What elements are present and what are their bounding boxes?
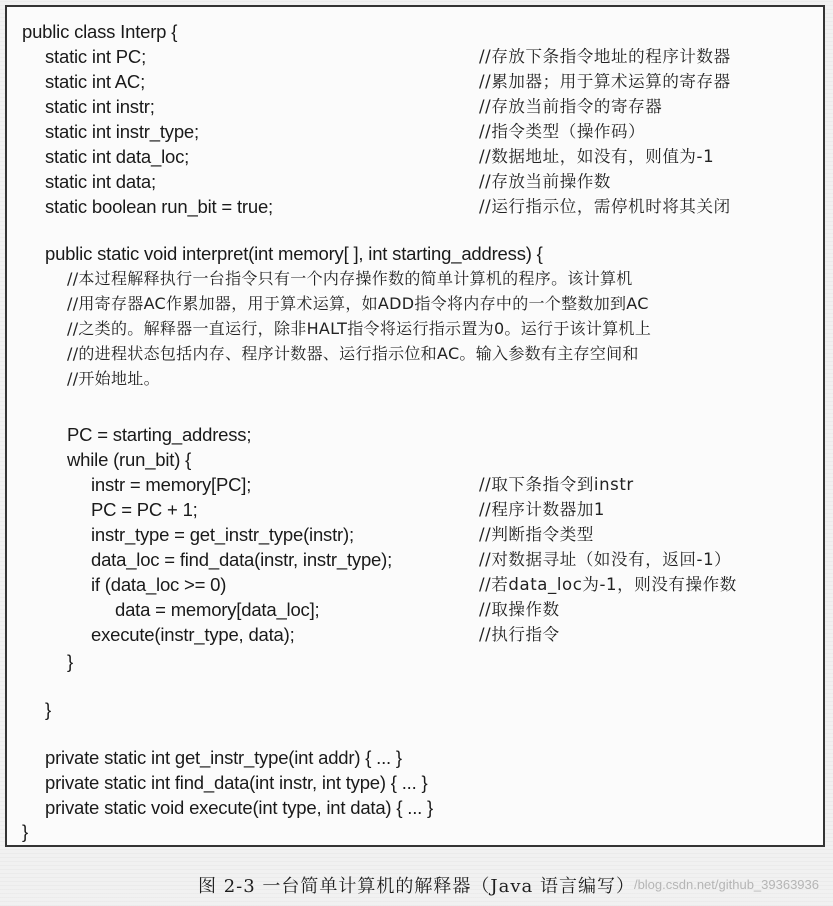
code-line: data = memory[data_loc]; bbox=[115, 599, 320, 620]
code-line: static int data_loc; bbox=[45, 146, 190, 167]
code-comment: //存放下条指令地址的程序计数器 bbox=[479, 47, 731, 66]
code-comment: //运行指示位，需停机时将其关闭 bbox=[479, 197, 731, 216]
code-comment: //累加器；用于算术运算的寄存器 bbox=[479, 72, 731, 91]
code-comment: //若data_loc为-1，则没有操作数 bbox=[479, 575, 737, 594]
code-line: PC = PC + 1; bbox=[91, 499, 198, 520]
code-line: while (run_bit) { bbox=[67, 449, 192, 470]
code-comment: //指令类型（操作码） bbox=[479, 122, 646, 141]
code-comment: //取下条指令到instr bbox=[479, 475, 634, 494]
code-comment: //程序计数器加1 bbox=[479, 500, 606, 519]
code-line: instr_type = get_instr_type(instr); bbox=[91, 524, 354, 545]
code-comment: //用寄存器AC作累加器，用于算术运算，如ADD指令将内存中的一个整数加到AC bbox=[67, 294, 649, 313]
code-line: static int PC; bbox=[45, 46, 147, 67]
code-line: private static int get_instr_type(int addr) { ... } bbox=[45, 747, 402, 768]
code-comment: //取操作数 bbox=[479, 600, 560, 619]
code-line: } bbox=[22, 821, 28, 842]
code-comment: //本过程解释执行一台指令只有一个内存操作数的简单计算机的程序。该计算机 bbox=[67, 269, 633, 288]
code-comment: //的进程状态包括内存、程序计数器、运行指示位和AC。输入参数有主存空间和 bbox=[67, 344, 639, 363]
code-comment: //存放当前指令的寄存器 bbox=[479, 97, 663, 116]
code-comment: //对数据寻址（如没有，返回-1） bbox=[479, 550, 732, 569]
code-line: public class Interp { bbox=[22, 21, 178, 42]
code-comment: //存放当前操作数 bbox=[479, 172, 612, 191]
code-line: instr = memory[PC]; bbox=[91, 474, 252, 495]
code-comment: //开始地址。 bbox=[67, 369, 160, 388]
code-line: PC = starting_address; bbox=[67, 424, 252, 445]
figure-caption: 图 2-3 一台简单计算机的解释器（Java 语言编写） bbox=[198, 876, 635, 897]
code-comment: //数据地址，如没有，则值为-1 bbox=[479, 147, 715, 166]
code-line: private static void execute(int type, int data) { ... } bbox=[45, 797, 433, 818]
code-line: execute(instr_type, data); bbox=[91, 624, 295, 645]
code-line: private static int find_data(int instr, int type) { ... } bbox=[45, 772, 428, 793]
code-line: static int data; bbox=[45, 171, 156, 192]
code-line: } bbox=[45, 699, 51, 720]
code-line: static int instr; bbox=[45, 96, 155, 117]
code-line: static int AC; bbox=[45, 71, 146, 92]
code-comment: //判断指令类型 bbox=[479, 525, 594, 544]
code-line: data_loc = find_data(instr, instr_type); bbox=[91, 549, 393, 570]
code-line: static boolean run_bit = true; bbox=[45, 196, 273, 217]
watermark: /blog.csdn.net/github_39363936 bbox=[633, 877, 819, 892]
code-line: } bbox=[67, 651, 73, 672]
code-line: static int instr_type; bbox=[45, 121, 199, 142]
code-comment: //之类的。解释器一直运行，除非HALT指令将运行指示置为0。运行于该计算机上 bbox=[67, 319, 652, 338]
code-comment: //执行指令 bbox=[479, 625, 560, 644]
code-line: if (data_loc >= 0) bbox=[91, 574, 227, 595]
code-line: public static void interpret(int memory[ ], int starting_address) { bbox=[45, 243, 543, 264]
code-listing-frame bbox=[5, 5, 825, 847]
